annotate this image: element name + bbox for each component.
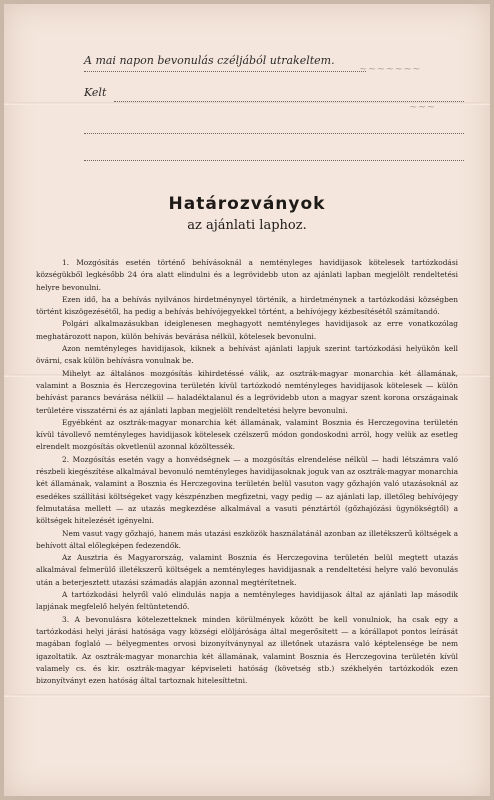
blank-line xyxy=(84,132,464,134)
faded-handwriting: ~~~ xyxy=(409,102,436,113)
paragraph: Nem vasut vagy gőzhajó, hanem más utazási eszközök használatánál azonban az illetékszerű költségek a behívott által előlegképen fedezendők. xyxy=(36,528,458,550)
document-sheet xyxy=(4,4,490,796)
paragraph: 1. Mozgósítás esetén történő behívásoknál a nemtényleges havidijasok kötelesek tartózkodási községükből legkésőbb 24 óra alatt elindulni és a legrövidebb uton az ajánlati lapban megjelölt rendeltetési helyre bevonulni. xyxy=(36,258,458,292)
paragraph: Polgári alkalmazásukban ideiglenesen meghagyott nemtényleges havidijasok az erre vonatkozólag meghatározott napon, külön behívás bevárása nélkül, kötelesek bevonulni. xyxy=(36,319,458,341)
departure-statement: A mai napon bevonulás czéljából utrakeltem. xyxy=(84,54,335,67)
paragraph: Az Ausztria és Magyarország, valamint Bosznia és Herczegovina területén belül megtett utazás alkalmával felmerülő illetékszerű költségek a nemtényleges havidijasnak a rendeltetési helyre való bevonulás után a beterjesztett utazási számadás alapján azonnal megtérítetnek. xyxy=(36,553,458,587)
paragraph: Mihelyt az általános mozgósítás kihirdetéssé válik, az osztrák-magyar monarchia két államának, valamint a Bosznia és Herczegovina területén kívül tartózkodó nemtényleges havidijasok kötelesek — külön behívást parancs bevárása nélkül — haladéktalanul és a legrövidebb uton a magyar szent korona országainak területére visszatérni és az ajánlati lapban megjelölt rendeltetési helyre bevonulni. xyxy=(36,368,458,415)
paragraph: 2. Mozgósítás esetén vagy a honvédségnek — a mozgósítás elrendelése nélkül — hadi létszámra való részbeli kiegészítése alkalmával bevonuló nemtényleges havidijasoknak joguk van az osztrák-magyar monarchia két államának, valamint a Bosznia és Herczegovina területén belül vasuton vagy gőzhajón való utazásoknál az esedékes szállítási költségeket vagy készpénzben megfizetni, vagy pedig — az ajánlati lap, illetőleg behívójegy felmutatása mellett — az utazás megkezdése alkalmával a vasuti pénztártól (gőzhajózási ügynökségtől) a költségek hitelezését igényelni. xyxy=(36,454,458,526)
document-subtitle: az ajánlati laphoz. xyxy=(187,218,307,233)
place-label: Kelt xyxy=(84,86,107,99)
document-body xyxy=(36,257,458,687)
signature-line xyxy=(84,70,366,72)
fold-crease xyxy=(4,694,490,697)
blank-line xyxy=(84,159,464,161)
document-title: Határozványok xyxy=(168,194,326,214)
paragraph: Egyébként az osztrák-magyar monarchia két államának, valamint Bosznia és Herczegovina területén kívül távollevő nemtényleges havidijasok kötelesek czélszerű módon gondoskodni arról, hogy velük az esetleg elrendelt mozgósítás okvetlenül azonnal közöltessék. xyxy=(36,417,458,452)
paragraph: A tartózkodási helyről való elindulás napja a nemtényleges havidijasok által az ajánlati lap második lapjának megfelelő helyén feltüntetendő. xyxy=(36,590,458,612)
paragraph: Azon nemtényleges havidijasok, kiknek a behívást ajánlati lapjuk szerint tartózkodási helyükön kell övárni, csak külön behívásra vonulnak be. xyxy=(36,344,458,366)
paragraph: Ezen idő, ha a behívás nyilvános hirdetménynyel történik, a hirdetménynek a tartózkodási községben történt kiszögezésétől, ha pedig a behívás behívójegyekkel történt, a behívójegy kézbesítésétől számítandó. xyxy=(36,294,458,317)
faded-handwriting: ~~~~~~~ xyxy=(359,64,422,75)
paragraph: 3. A bevonulásra kötelezetteknek minden körülmények között be kell vonulniok, ha csak egy a tartózkodási helyi járási hatósága vagy községi elöljárósága által megerősített — a kórállapot pontos leírását magában foglaló — bélyegmentes orvosi bizonyítványnyal az illetőnek utazásra való képtelensége be nem igazoltatik. Az osztrák-magyar monarchia két államának, valamint Bosznia és Herczegovina területén kívül valamely cs. és kir. osztrák-magyar képviseleti hatóság (követség stb.) székhelyén tartózkodók ezen bizonyítványt ezen hatóság által tartoznak hitelesíttetni. xyxy=(36,614,458,686)
